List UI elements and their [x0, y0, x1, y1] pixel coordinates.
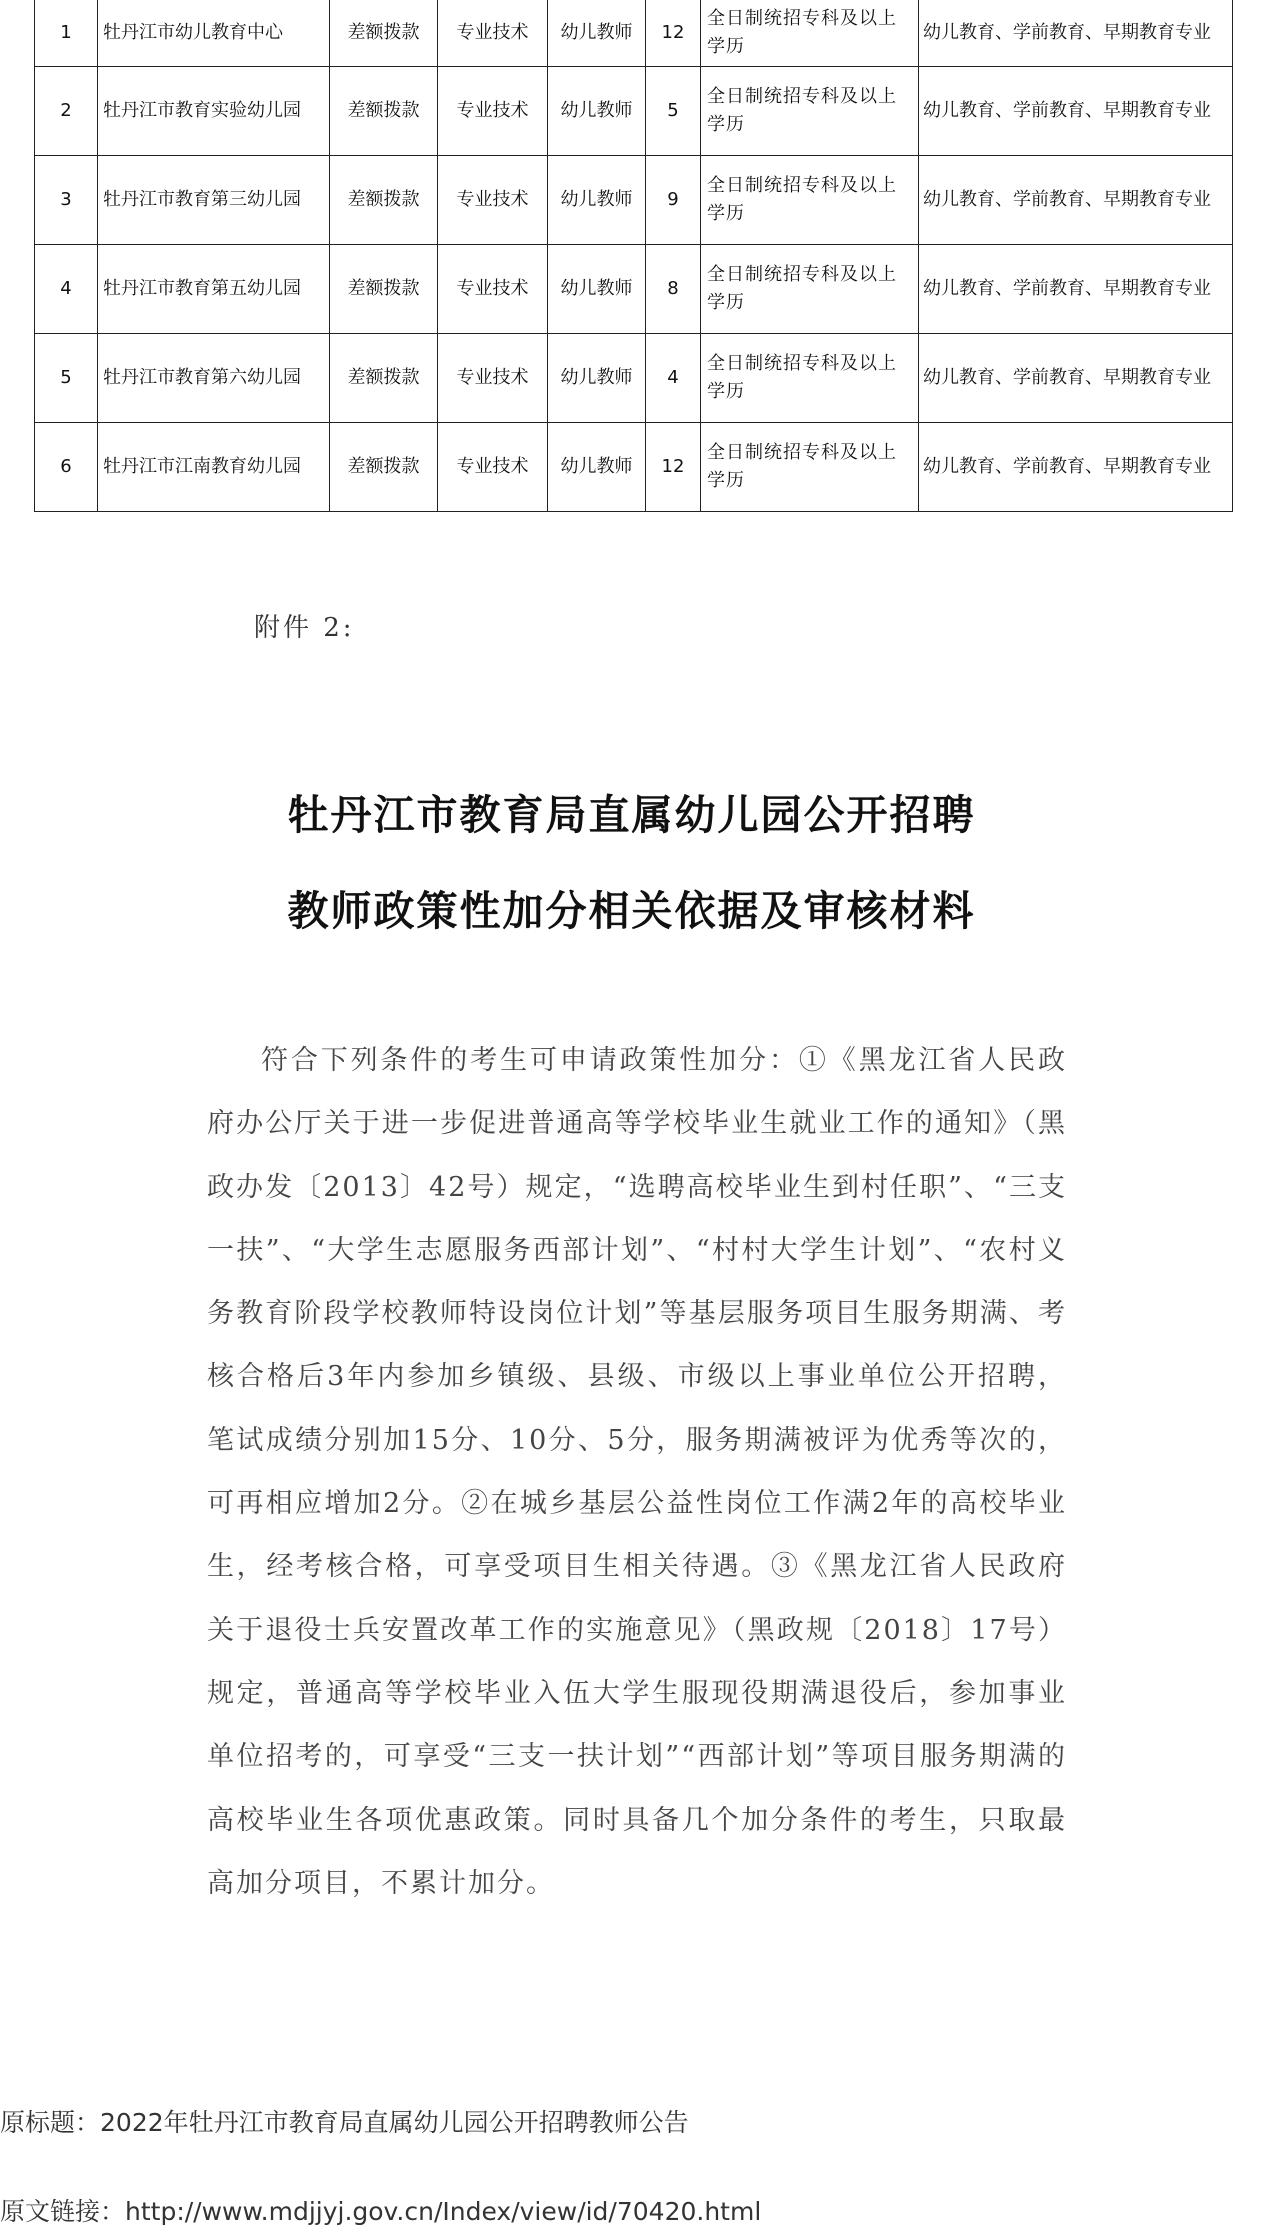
hiring-count: 4	[646, 334, 701, 423]
employer-unit: 牡丹江市教育第三幼儿园	[98, 156, 330, 245]
post-name: 幼儿教师	[548, 245, 646, 334]
funding-type: 差额拨款	[330, 423, 438, 512]
document-title-line-2: 教师政策性加分相关依据及审核材料	[287, 887, 976, 935]
row-number: 1	[35, 0, 98, 67]
original-link-label: 原文链接：	[0, 2197, 126, 2226]
post-category: 专业技术	[438, 423, 548, 512]
hiring-count: 8	[646, 245, 701, 334]
post-name: 幼儿教师	[548, 334, 646, 423]
education-requirement: 全日制统招专科及以上学历	[701, 334, 919, 423]
employer-unit: 牡丹江市幼儿教育中心	[98, 0, 330, 67]
post-category: 专业技术	[438, 245, 548, 334]
employer-unit: 牡丹江市教育实验幼儿园	[98, 67, 330, 156]
original-link-line	[0, 2192, 761, 2228]
document-title-line-1: 牡丹江市教育局直属幼儿园公开招聘	[287, 791, 976, 839]
funding-type: 差额拨款	[330, 0, 438, 67]
original-title: 2022年牡丹江市教育局直属幼儿园公开招聘教师公告	[100, 2108, 689, 2137]
major-requirement: 幼儿教育、学前教育、早期教育专业	[919, 334, 1233, 423]
hiring-count: 12	[646, 0, 701, 67]
recruitment-table	[34, 0, 1233, 512]
hiring-count: 12	[646, 423, 701, 512]
funding-type: 差额拨款	[330, 156, 438, 245]
row-number: 2	[35, 67, 98, 156]
major-requirement: 幼儿教育、学前教育、早期教育专业	[919, 423, 1233, 512]
table-row	[35, 67, 1233, 156]
table-row	[35, 245, 1233, 334]
post-name: 幼儿教师	[548, 0, 646, 67]
row-number: 6	[35, 423, 98, 512]
education-requirement: 全日制统招专科及以上学历	[701, 423, 919, 512]
post-category: 专业技术	[438, 0, 548, 67]
table-row	[35, 0, 1233, 67]
post-category: 专业技术	[438, 156, 548, 245]
education-requirement: 全日制统招专科及以上学历	[701, 156, 919, 245]
attachment-label: 附件 2:	[254, 613, 355, 643]
education-requirement: 全日制统招专科及以上学历	[701, 67, 919, 156]
post-name: 幼儿教师	[548, 156, 646, 245]
original-title-line	[0, 2103, 689, 2139]
table-body	[35, 0, 1233, 512]
table-row	[35, 423, 1233, 512]
post-name: 幼儿教师	[548, 423, 646, 512]
row-number: 4	[35, 245, 98, 334]
funding-type: 差额拨款	[330, 334, 438, 423]
row-number: 5	[35, 334, 98, 423]
policy-paragraph: 符合下列条件的考生可申请政策性加分：①《黑龙江省人民政府办公厅关于进一步促进普通高等学校毕业生就业工作的通知》（黑政办发〔2013〕42号）规定，“选聘高校毕业生到村任职”、“三支一扶”、“大学生志愿服务西部计划”、“村村大学生计划”、“农村义务教育阶段学校教师特设岗位计划”等基层服务项目生服务期满、考核合格后3年内参加乡镇级、县级、市级以上事业单位公开招聘，笔试成绩分别加15分、10分、5分，服务期满被评为优秀等次的，可再相应增加2分。②在城乡基层公益性岗位工作满2年的高校毕业生，经考核合格，可享受项目生相关待遇。③《黑龙江省人民政府关于退役士兵安置改革工作的实施意见》（黑政规〔2018〕17号）规定，普通高等学校毕业入伍大学生服现役期满退役后，参加事业单位招考的，可享受“三支一扶计划”“西部计划”等项目服务期满的高校毕业生各项优惠政策。同时具备几个加分条件的考生，只取最高加分项目，不累计加分。	[207, 1045, 1067, 1899]
post-category: 专业技术	[438, 334, 548, 423]
row-number: 3	[35, 156, 98, 245]
post-category: 专业技术	[438, 67, 548, 156]
employer-unit: 牡丹江市江南教育幼儿园	[98, 423, 330, 512]
major-requirement: 幼儿教育、学前教育、早期教育专业	[919, 67, 1233, 156]
employer-unit: 牡丹江市教育第五幼儿园	[98, 245, 330, 334]
hiring-count: 5	[646, 67, 701, 156]
original-link[interactable]: http://www.mdjjyj.gov.cn/Index/view/id/70420.html	[125, 2197, 762, 2226]
major-requirement: 幼儿教育、学前教育、早期教育专业	[919, 245, 1233, 334]
funding-type: 差额拨款	[330, 67, 438, 156]
employer-unit: 牡丹江市教育第六幼儿园	[98, 334, 330, 423]
education-requirement: 全日制统招专科及以上学历	[701, 0, 919, 67]
hiring-count: 9	[646, 156, 701, 245]
original-title-label: 原标题：	[0, 2108, 101, 2137]
table-row	[35, 156, 1233, 245]
funding-type: 差额拨款	[330, 245, 438, 334]
post-name: 幼儿教师	[548, 67, 646, 156]
major-requirement: 幼儿教育、学前教育、早期教育专业	[919, 0, 1233, 67]
table-row	[35, 334, 1233, 423]
education-requirement: 全日制统招专科及以上学历	[701, 245, 919, 334]
major-requirement: 幼儿教育、学前教育、早期教育专业	[919, 156, 1233, 245]
